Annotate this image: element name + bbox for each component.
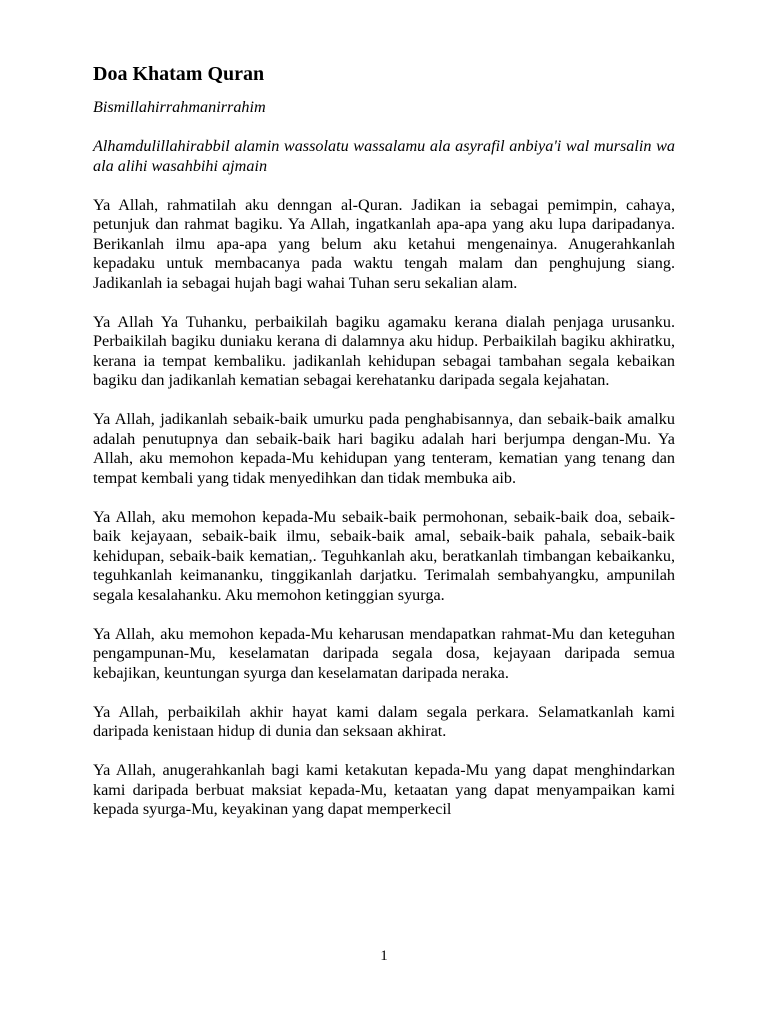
paragraph: Ya Allah, rahmatilah aku denngan al-Quran. Jadikan ia sebagai pemimpin, cahaya, petunjuk dan rahmat bagiku. Ya Allah, ingatkanlah apa-apa yang aku lupa daripadanya. Berikanlah ilmu apa-apa yang belum aku ketahui mengenainya. Anugerahkanlah kepadaku untuk membacanya pada waktu tengah malam dan penghujung siang. Jadikanlah ia sebagai hujah bagi wahai Tuhan seru sekalian alam.	[93, 195, 675, 292]
page-number: 1	[380, 948, 388, 964]
paragraph-hamdalah: Alhamdulillahirabbil alamin wassolatu wassalamu ala asyrafil anbiya'i wal mursalin wa ala alihi wasahbihi ajmain	[93, 137, 675, 175]
paragraph-basmalah: Bismillahirrahmanirrahim	[93, 98, 266, 116]
paragraph: Ya Allah, perbaikilah akhir hayat kami dalam segala perkara. Selamatkanlah kami daripada kenistaan hidup di dunia dan seksaan akhirat.	[93, 702, 675, 740]
paragraph: Ya Allah, jadikanlah sebaik-baik umurku pada penghabisannya, dan sebaik-baik amalku adalah penutupnya dan sebaik-baik hari bagiku adalah hari berjumpa dengan-Mu. Ya Allah, aku memohon kepada-Mu kehidupan yang tenteram, kematian yang tenang dan tempat kembali yang tidak menyedihkan dan tidak membuka aib.	[93, 410, 675, 487]
document-title: Doa Khatam Quran	[93, 63, 265, 85]
document-page	[93, 60, 675, 839]
paragraph: Ya Allah Ya Tuhanku, perbaikilah bagiku agamaku kerana dialah penjaga urusanku. Perbaikilah bagiku duniaku kerana di dalamnya aku hidup. Perbaikilah bagiku akhiratku, kerana ia tempat kembaliku. jadikanlah kehidupan sebagai tambahan segala kebaikan bagiku dan jadikanlah kematian sebagai kerehatanku daripada segala kejahatan.	[93, 312, 675, 389]
paragraph: Ya Allah, anugerahkanlah bagi kami ketakutan kepada-Mu yang dapat menghindarkan kami daripada berbuat maksiat kepada-Mu, ketaatan yang dapat menyampaikan kami kepada syurga-Mu, keyakinan yang dapat memperkecil	[93, 761, 675, 818]
paragraph: Ya Allah, aku memohon kepada-Mu sebaik-baik permohonan, sebaik-baik doa, sebaik-baik kejayaan, sebaik-baik ilmu, sebaik-baik amal, sebaik-baik pahala, sebaik-baik kehidupan, sebaik-baik kematian,. Teguhkanlah aku, beratkanlah timbangan kebaikanku, teguhkanlah keimananku, tinggikanlah darjatku. Terimalah sembahyangku, ampunilah segala kesalahanku. Aku memohon ketinggian syurga.	[93, 507, 675, 604]
paragraph: Ya Allah, aku memohon kepada-Mu keharusan mendapatkan rahmat-Mu dan keteguhan pengampunan-Mu, keselamatan daripada segala dosa, kejayaan daripada semua kebajikan, keuntungan syurga dan keselamatan daripada neraka.	[93, 624, 675, 682]
